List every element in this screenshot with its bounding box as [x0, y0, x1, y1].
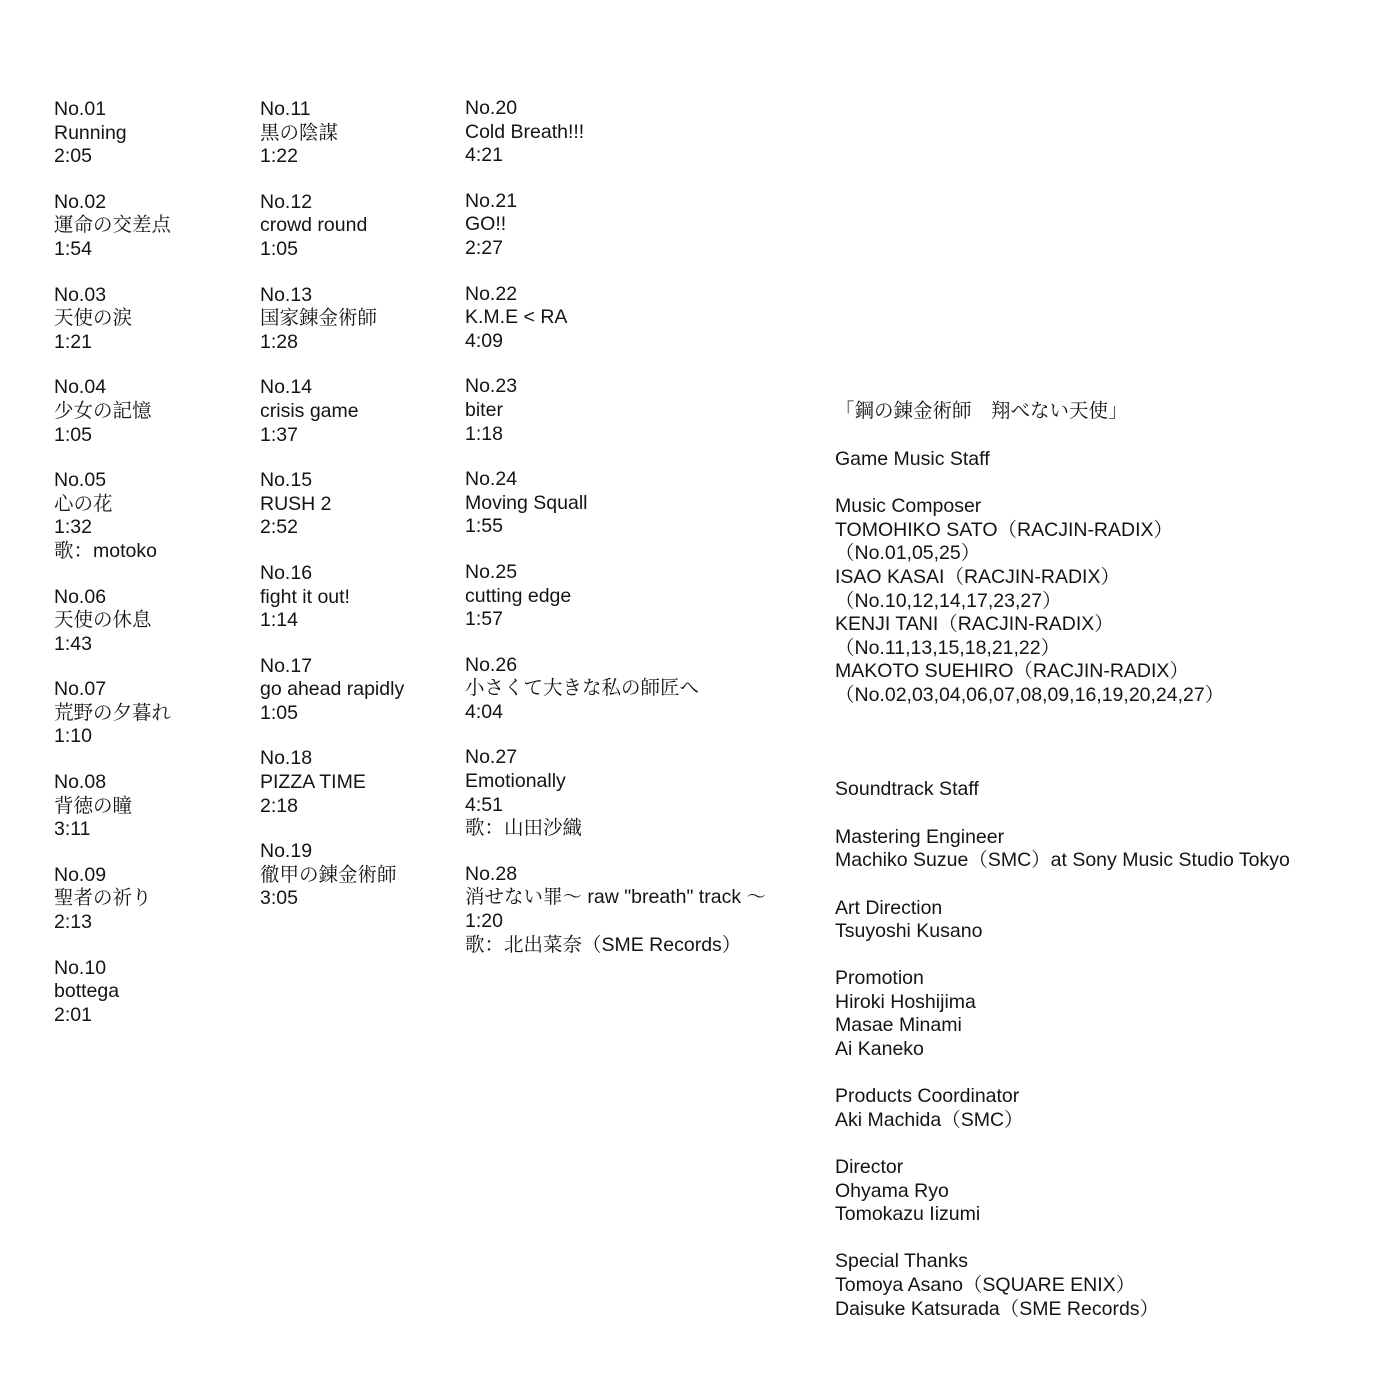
game-music-staff-heading: Game Music Staff [835, 447, 990, 470]
track-time: 4:04 [465, 700, 503, 723]
track-time: 2:52 [260, 516, 298, 539]
track-entry [465, 375, 805, 446]
credit-name: Machiko Suzue（SMC）at Sony Music Studio Tokyo [835, 849, 1290, 872]
credit-role: Art Direction [835, 896, 943, 919]
credit-name: Hiroki Hoshijima [835, 990, 976, 1013]
track-time: 1:14 [260, 609, 298, 632]
track-time: 1:21 [54, 330, 92, 353]
track-title: 国家錬金術師 [260, 307, 378, 330]
track-title: crisis game [260, 399, 359, 422]
track-number: No.24 [465, 468, 518, 491]
track-entry [465, 283, 805, 354]
credit-block [835, 826, 1355, 873]
track-entry [465, 654, 805, 725]
composer-name: KENJI TANI（RACJIN-RADIX） [835, 613, 1114, 636]
track-title: Running [54, 121, 127, 144]
track-number: No.06 [54, 585, 107, 608]
track-title: 聖者の祈り [54, 887, 152, 910]
track-vocal: 歌：北出菜奈（SME Records） [465, 933, 742, 956]
soundtrack-staff-heading: Soundtrack Staff [835, 778, 979, 801]
credit-block [835, 1085, 1355, 1132]
track-title: 心の花 [54, 492, 113, 515]
credit-name: Tomoya Asano（SQUARE ENIX） [835, 1274, 1136, 1296]
track-title: 少女の記憶 [54, 399, 152, 422]
credits-section [835, 400, 1355, 1345]
track-title: crowd round [260, 214, 368, 237]
credit-name: Daisuke Katsurada（SME Records） [835, 1297, 1160, 1320]
track-number: No.03 [54, 283, 107, 306]
track-number: No.11 [260, 98, 311, 120]
track-time: 1:28 [260, 330, 298, 353]
track-number: No.08 [54, 771, 107, 794]
credit-block [835, 967, 1355, 1061]
track-time: 1:05 [260, 701, 298, 724]
album-title: 「鋼の錬金術師 翔べない天使」 [835, 400, 1128, 422]
track-time: 1:32 [54, 516, 92, 539]
track-vocal: 歌：motoko [54, 539, 157, 562]
track-time: 1:20 [465, 910, 503, 933]
track-number: No.07 [54, 678, 107, 701]
track-time: 2:27 [465, 236, 503, 259]
track-time: 1:54 [54, 237, 92, 260]
track-title: Moving Squall [465, 491, 588, 514]
track-entry [465, 468, 805, 539]
track-title: PIZZA TIME [260, 771, 366, 794]
track-title: 小さくて大きな私の師匠へ [465, 677, 700, 700]
track-title: 天使の休息 [54, 609, 152, 632]
tracklist-column-3 [465, 97, 805, 979]
track-time: 3:11 [54, 818, 91, 841]
track-title: K.M.E < RA [465, 306, 568, 329]
track-number: No.15 [260, 469, 313, 492]
credit-name: Aki Machida（SMC） [835, 1108, 1024, 1131]
track-number: No.27 [465, 746, 518, 769]
composer-name: TOMOHIKO SATO（RACJIN-RADIX） [835, 518, 1174, 541]
credit-block [835, 1156, 1355, 1227]
credit-role: Promotion [835, 967, 924, 990]
track-title: 天使の涙 [54, 307, 133, 330]
composer-tracks: （No.01,05,25） [835, 542, 981, 565]
track-title: bottega [54, 980, 120, 1003]
credit-name: Tomokazu Iizumi [835, 1203, 981, 1226]
track-number: No.04 [54, 376, 107, 399]
track-number: No.21 [465, 189, 518, 212]
track-title: biter [465, 398, 503, 421]
track-number: No.10 [54, 956, 107, 979]
track-title: GO!! [465, 213, 507, 236]
track-entry [54, 957, 394, 1028]
composer-tracks: （No.02,03,04,06,07,08,09,16,19,20,24,27） [835, 683, 1225, 706]
track-number: No.26 [465, 653, 518, 676]
track-time: 2:05 [54, 145, 92, 168]
track-number: No.01 [54, 98, 107, 120]
track-number: No.14 [260, 376, 313, 399]
track-number: No.13 [260, 283, 313, 306]
track-entry [465, 561, 805, 632]
track-title: 荒野の夕暮れ [54, 701, 172, 724]
track-entry [465, 863, 805, 957]
track-time: 1:05 [260, 237, 298, 260]
track-number: No.18 [260, 747, 313, 770]
track-time: 1:57 [465, 608, 503, 631]
track-number: No.12 [260, 190, 313, 213]
track-title: 徹甲の錬金術師 [260, 863, 397, 886]
credit-role: Products Coordinator [835, 1085, 1020, 1108]
track-number: No.05 [54, 469, 107, 492]
composer-name: ISAO KASAI（RACJIN-RADIX） [835, 565, 1120, 588]
track-number: No.23 [465, 375, 518, 398]
track-time: 1:55 [465, 515, 503, 538]
composer-name: MAKOTO SUEHIRO（RACJIN-RADIX） [835, 660, 1189, 683]
track-title: 黒の陰謀 [260, 121, 339, 144]
credit-role: Special Thanks [835, 1250, 968, 1273]
track-number: No.09 [54, 863, 107, 886]
track-number: No.28 [465, 862, 518, 885]
track-entry [465, 97, 805, 168]
track-title: 運命の交差点 [54, 214, 172, 237]
track-title: RUSH 2 [260, 492, 332, 515]
track-time: 2:18 [260, 794, 298, 817]
credit-block [835, 1250, 1355, 1321]
credit-name: Masae Minami [835, 1014, 962, 1037]
track-number: No.25 [465, 560, 518, 583]
credit-role: Music Composer [835, 495, 982, 518]
track-title: 背徳の瞳 [54, 794, 133, 817]
composer-credits [835, 495, 1355, 707]
credit-name: Ohyama Ryo [835, 1179, 949, 1202]
credit-name: Ai Kaneko [835, 1038, 924, 1061]
track-entry [465, 190, 805, 261]
track-number: No.16 [260, 561, 313, 584]
track-title: Emotionally [465, 770, 566, 793]
track-time: 1:10 [54, 725, 92, 748]
track-number: No.22 [465, 282, 518, 305]
track-time: 2:01 [54, 1003, 92, 1026]
track-time: 1:37 [260, 423, 298, 446]
credit-role: Director [835, 1156, 904, 1179]
track-time: 1:22 [260, 145, 298, 168]
track-number: No.20 [465, 97, 518, 119]
track-title: go ahead rapidly [260, 678, 405, 701]
track-time: 4:09 [465, 329, 503, 352]
composer-tracks: （No.11,13,15,18,21,22） [835, 636, 1061, 659]
credit-role: Mastering Engineer [835, 825, 1005, 848]
track-entry [465, 746, 805, 840]
track-title: fight it out! [260, 585, 350, 608]
track-time: 4:21 [465, 144, 503, 167]
track-title: cutting edge [465, 584, 572, 607]
credit-name: Tsuyoshi Kusano [835, 920, 983, 943]
track-time: 4:51 [465, 793, 503, 816]
track-title: Cold Breath!!! [465, 120, 585, 143]
track-time: 2:13 [54, 911, 92, 934]
credit-block [835, 897, 1355, 944]
track-number: No.02 [54, 190, 107, 213]
composer-tracks: （No.10,12,14,17,23,27） [835, 589, 1062, 612]
track-time: 1:43 [54, 632, 92, 655]
track-title: 消せない罪〜 raw "breath" track 〜 [465, 886, 766, 909]
track-vocal: 歌：山田沙織 [465, 817, 583, 840]
track-time: 1:18 [465, 422, 503, 445]
track-time: 3:05 [260, 887, 298, 910]
track-number: No.17 [260, 654, 313, 677]
track-time: 1:05 [54, 423, 92, 446]
track-number: No.19 [260, 840, 313, 863]
section-spacer [835, 731, 1355, 778]
